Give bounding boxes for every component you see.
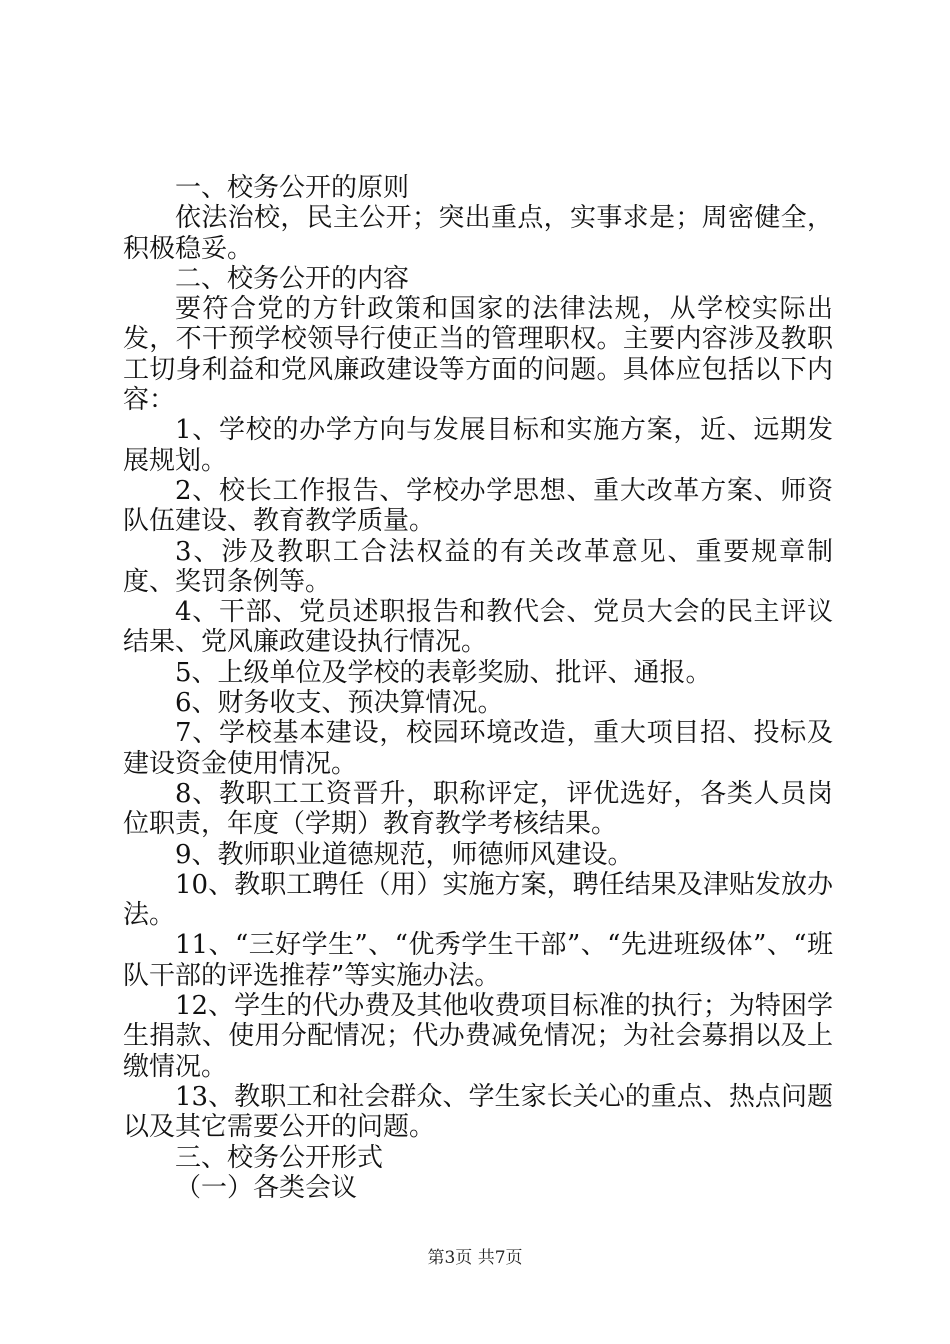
list-item: 3、涉及教职工合法权益的有关改革意见、重要规章制度、奖罚条例等。 bbox=[123, 536, 833, 597]
section-heading: 三、校务公开形式 bbox=[175, 1142, 384, 1173]
page-number-footer: 第3页 共7页 bbox=[427, 1248, 523, 1268]
paragraph: 依法治校，民主公开；突出重点，实事求是；周密健全，积极稳妥。 bbox=[123, 203, 833, 264]
section-heading: 一、校务公开的原则 bbox=[175, 173, 410, 203]
list-item: 9、教师职业道德规范，师德师风建设。 bbox=[175, 839, 634, 870]
list-item: 4、干部、党员述职报告和教代会、党员大会的民主评议结果、党风廉政建设执行情况。 bbox=[123, 597, 833, 658]
list-item: 10、教职工聘任（用）实施方案，聘任结果及津贴发放办法。 bbox=[123, 869, 833, 931]
list-item: 7、学校基本建设，校园环境改造，重大项目招、投标及建设资金使用情况。 bbox=[123, 718, 833, 779]
paragraph: 要符合党的方针政策和国家的法律法规，从学校实际出发，不干预学校领导行使正当的管理职权。主要内容涉及教职工切身利益和党风廉政建设等方面的问题。具体应包括以下内容： bbox=[123, 294, 833, 416]
list-item: 12、学生的代办费及其他收费项目标准的执行；为特困学生捐款、使用分配情况；代办费减免情况；为社会募捐以及上缴情况。 bbox=[123, 991, 833, 1082]
document-body bbox=[123, 173, 833, 1203]
list-item: 11、“三好学生”、“优秀学生干部”、“先进班级体”、“班队干部的评选推荐”等实施办法。 bbox=[123, 930, 833, 991]
list-item: 2、校长工作报告、学校办学思想、重大改革方案、师资队伍建设、教育教学质量。 bbox=[123, 475, 833, 537]
list-item: 1、学校的办学方向与发展目标和实施方案，近、远期发展规划。 bbox=[123, 415, 833, 476]
subsection-heading: （一）各类会议 bbox=[175, 1172, 358, 1203]
section-heading: 二、校务公开的内容 bbox=[175, 263, 410, 294]
list-item: 6、财务收支、预决算情况。 bbox=[175, 688, 504, 719]
list-item: 5、上级单位及学校的表彰奖励、批评、通报。 bbox=[175, 657, 712, 688]
list-item: 8、教职工工资晋升，职称评定，评优选好，各类人员岗位职责，年度（学期）教育教学考核结果。 bbox=[123, 778, 833, 840]
list-item: 13、教职工和社会群众、学生家长关心的重点、热点问题以及其它需要公开的问题。 bbox=[123, 1081, 833, 1143]
